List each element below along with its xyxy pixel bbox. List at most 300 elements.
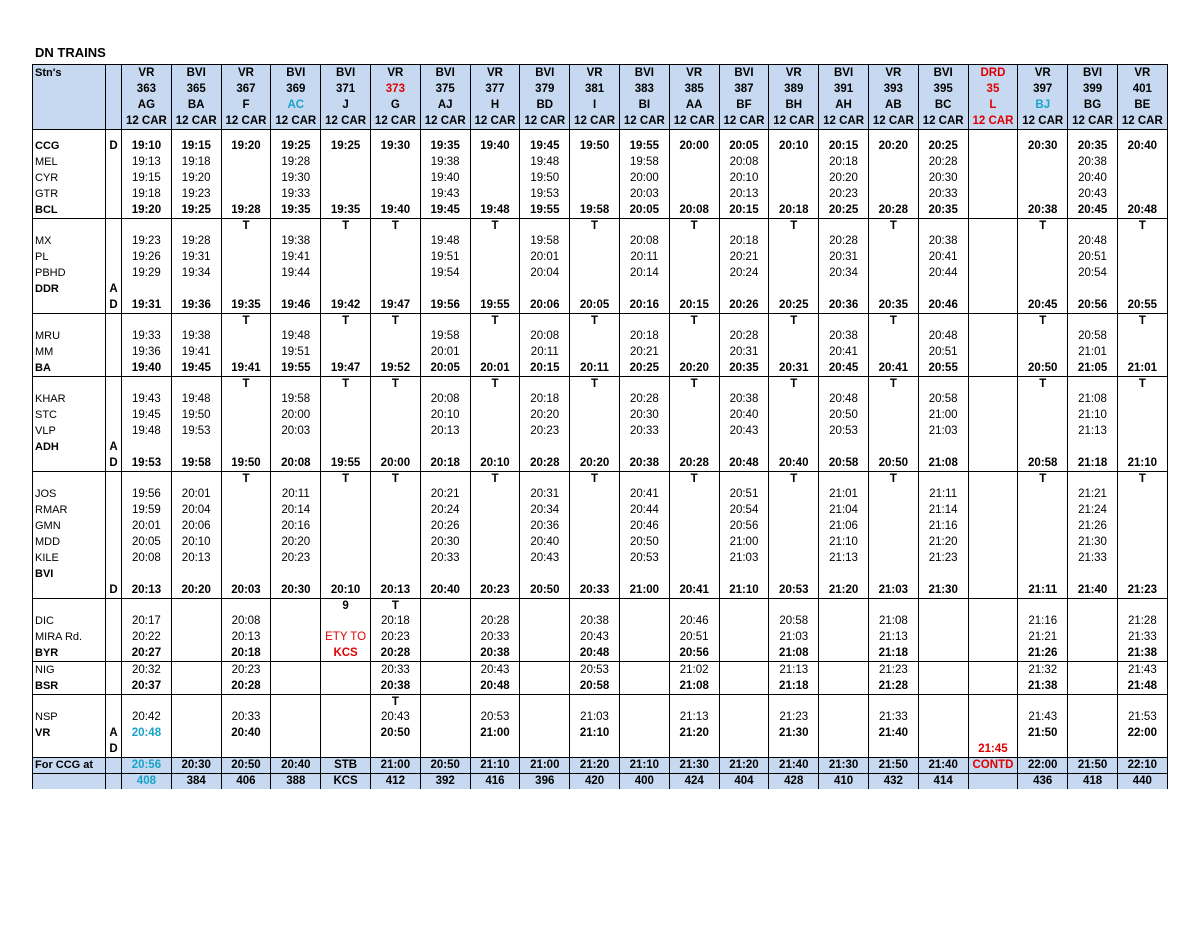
station-row: [33, 518, 1168, 534]
time-cell: 20:25: [769, 297, 819, 314]
time-cell: [321, 265, 371, 281]
time-cell: [370, 566, 420, 582]
through-marker: [221, 695, 271, 710]
time-cell: [968, 502, 1018, 518]
time-cell: [968, 709, 1018, 725]
time-cell: 19:40: [370, 202, 420, 219]
time-cell: [1018, 344, 1068, 360]
time-cell: [819, 645, 869, 662]
time-cell: 20:06: [171, 518, 221, 534]
time-cell: [520, 725, 570, 741]
time-cell: [1117, 344, 1167, 360]
train-cars: 12 CAR: [623, 115, 665, 127]
time-cell: [570, 741, 620, 758]
station-name: [33, 695, 106, 710]
time-cell: [271, 725, 321, 741]
time-cell: [420, 629, 470, 645]
time-cell: [420, 741, 470, 758]
through-marker: [221, 599, 271, 614]
arr-dep: [106, 758, 122, 774]
time-cell: 21:10: [570, 725, 620, 741]
time-cell: [570, 186, 620, 202]
time-cell: [420, 613, 470, 629]
time-cell: [470, 328, 520, 344]
time-cell: 21:03: [918, 423, 968, 439]
time-cell: [918, 709, 968, 725]
through-marker: [719, 314, 769, 329]
time-cell: 19:33: [122, 328, 172, 344]
through-marker: T: [321, 219, 371, 234]
time-cell: 21:10: [819, 534, 869, 550]
train-type: BVI: [435, 67, 455, 79]
time-cell: [321, 486, 371, 502]
time-cell: [321, 534, 371, 550]
through-marker: T: [470, 377, 520, 392]
time-cell: [470, 281, 520, 297]
time-cell: [321, 439, 371, 455]
station-name: MX: [33, 233, 106, 249]
through-marker: T: [470, 219, 520, 234]
footer-number: 388: [271, 774, 321, 790]
time-cell: 20:05: [619, 202, 669, 219]
footer-label: [33, 774, 106, 790]
time-cell: [619, 613, 669, 629]
through-marker: T: [1018, 219, 1068, 234]
time-cell: 20:03: [619, 186, 669, 202]
time-cell: 19:48: [520, 154, 570, 170]
time-cell: 20:20: [868, 138, 918, 154]
time-cell: [1068, 566, 1118, 582]
time-cell: 20:24: [719, 265, 769, 281]
train-header: [1068, 65, 1118, 130]
time-cell: [868, 439, 918, 455]
time-cell: [968, 138, 1018, 154]
spacer-cell: [819, 130, 869, 139]
through-marker: [122, 695, 172, 710]
time-cell: KCS: [321, 645, 371, 662]
time-cell: [719, 709, 769, 725]
time-cell: 20:25: [819, 202, 869, 219]
time-cell: 20:41: [918, 249, 968, 265]
time-cell: 20:27: [122, 645, 172, 662]
spacer-cell: [520, 130, 570, 139]
time-cell: 20:00: [619, 170, 669, 186]
train-code: BC: [934, 99, 952, 111]
time-cell: [470, 186, 520, 202]
through-marker: [968, 377, 1018, 392]
time-cell: [221, 566, 271, 582]
time-cell: 21:13: [769, 662, 819, 679]
time-cell: 21:20: [669, 725, 719, 741]
time-cell: 20:18: [221, 645, 271, 662]
time-cell: [1068, 613, 1118, 629]
time-cell: [669, 741, 719, 758]
time-cell: [221, 550, 271, 566]
time-cell: 19:35: [271, 202, 321, 219]
station-row: [33, 566, 1168, 582]
time-cell: 20:25: [619, 360, 669, 377]
time-cell: 19:35: [420, 138, 470, 154]
arr-dep: [106, 566, 122, 582]
time-cell: [1117, 154, 1167, 170]
time-cell: 20:37: [122, 678, 172, 695]
time-cell: [570, 502, 620, 518]
time-cell: [968, 582, 1018, 599]
time-cell: [719, 678, 769, 695]
station-name: GTR: [33, 186, 106, 202]
time-cell: 20:04: [171, 502, 221, 518]
time-cell: 19:38: [271, 233, 321, 249]
time-cell: 19:31: [122, 297, 172, 314]
time-cell: 20:08: [271, 455, 321, 472]
train-number: 369: [286, 83, 306, 95]
station-row: [33, 629, 1168, 645]
through-marker: [271, 377, 321, 392]
train-number: 367: [236, 83, 256, 95]
station-name: STC: [33, 407, 106, 423]
time-cell: 20:33: [570, 582, 620, 599]
time-cell: [1068, 709, 1118, 725]
time-cell: [570, 233, 620, 249]
time-cell: 21:32: [1018, 662, 1068, 679]
time-cell: 19:45: [520, 138, 570, 154]
time-cell: 21:16: [918, 518, 968, 534]
arr-dep: [106, 186, 122, 202]
time-cell: [420, 662, 470, 679]
train-header: [570, 65, 620, 130]
train-header: [420, 65, 470, 130]
time-cell: [570, 249, 620, 265]
footer-number: 420: [570, 774, 620, 790]
arr-dep: [106, 423, 122, 439]
time-cell: 19:43: [122, 391, 172, 407]
footer-time: 20:56: [122, 758, 172, 774]
time-cell: 20:36: [819, 297, 869, 314]
station-row: [33, 423, 1168, 439]
time-cell: 20:28: [669, 455, 719, 472]
through-marker: [1068, 314, 1118, 329]
time-cell: [221, 249, 271, 265]
time-cell: 21:43: [1018, 709, 1068, 725]
time-cell: [570, 550, 620, 566]
time-cell: 19:51: [420, 249, 470, 265]
through-marker: [968, 599, 1018, 614]
time-cell: [1068, 645, 1118, 662]
time-cell: [918, 613, 968, 629]
time-cell: [819, 662, 869, 679]
train-code: AG: [137, 99, 156, 111]
through-marker: [122, 472, 172, 487]
through-marker: [271, 695, 321, 710]
time-cell: 20:50: [370, 725, 420, 741]
time-cell: 19:51: [271, 344, 321, 360]
time-cell: [968, 725, 1018, 741]
time-cell: [122, 566, 172, 582]
time-cell: [719, 741, 769, 758]
time-cell: [868, 486, 918, 502]
arr-dep: [106, 645, 122, 662]
station-name: KHAR: [33, 391, 106, 407]
arr-dep: [106, 344, 122, 360]
time-cell: 20:58: [769, 613, 819, 629]
station-row: [33, 613, 1168, 629]
time-cell: 21:40: [1068, 582, 1118, 599]
train-number: 365: [186, 83, 206, 95]
time-cell: [370, 186, 420, 202]
time-cell: 20:41: [669, 582, 719, 599]
train-code: BH: [785, 99, 803, 111]
time-cell: 20:31: [719, 344, 769, 360]
time-cell: 20:28: [719, 328, 769, 344]
time-cell: [420, 645, 470, 662]
time-cell: 19:53: [171, 423, 221, 439]
station-name: VR: [33, 725, 106, 741]
time-cell: 20:00: [370, 455, 420, 472]
time-cell: [321, 518, 371, 534]
through-marker: [171, 314, 221, 329]
time-cell: 19:28: [271, 154, 321, 170]
station-row: [33, 265, 1168, 281]
time-cell: [819, 741, 869, 758]
time-cell: [321, 344, 371, 360]
spacer-row: [33, 130, 1168, 139]
time-cell: 19:23: [122, 233, 172, 249]
train-type: BVI: [535, 67, 555, 79]
time-cell: [1018, 518, 1068, 534]
arr-dep: [106, 709, 122, 725]
station-row: [33, 360, 1168, 377]
time-cell: 21:13: [868, 629, 918, 645]
time-cell: [669, 391, 719, 407]
time-cell: 20:48: [719, 455, 769, 472]
time-cell: [1018, 407, 1068, 423]
train-cars: 12 CAR: [175, 115, 217, 127]
time-cell: [719, 566, 769, 582]
station-name: RMAR: [33, 502, 106, 518]
station-name: PL: [33, 249, 106, 265]
train-header: [769, 65, 819, 130]
time-cell: 20:46: [619, 518, 669, 534]
through-marker: T: [868, 377, 918, 392]
through-marker: [271, 472, 321, 487]
time-cell: 20:25: [918, 138, 968, 154]
time-cell: 20:08: [420, 391, 470, 407]
station-name: MIRA Rd.: [33, 629, 106, 645]
time-cell: 19:46: [271, 297, 321, 314]
time-cell: [1068, 678, 1118, 695]
time-cell: [321, 613, 371, 629]
through-marker: T: [868, 314, 918, 329]
time-cell: 19:15: [171, 138, 221, 154]
time-cell: 20:23: [221, 662, 271, 679]
time-cell: 19:25: [171, 202, 221, 219]
time-cell: 21:48: [1117, 678, 1167, 695]
train-cars: 12 CAR: [723, 115, 765, 127]
arr-dep: D: [106, 455, 122, 472]
time-cell: [968, 629, 1018, 645]
through-marker: [918, 599, 968, 614]
spacer-cell: [868, 130, 918, 139]
time-cell: [570, 281, 620, 297]
time-cell: [370, 328, 420, 344]
time-cell: 20:13: [122, 582, 172, 599]
time-cell: [370, 550, 420, 566]
time-cell: 20:41: [619, 486, 669, 502]
time-cell: 19:28: [171, 233, 221, 249]
time-cell: 20:58: [1068, 328, 1118, 344]
time-cell: 19:35: [321, 202, 371, 219]
time-cell: 20:28: [868, 202, 918, 219]
station-row: [33, 662, 1168, 679]
time-cell: [1117, 407, 1167, 423]
time-cell: [221, 154, 271, 170]
through-marker: T: [669, 314, 719, 329]
time-cell: 21:40: [868, 725, 918, 741]
time-cell: 19:25: [321, 138, 371, 154]
through-marker: [420, 472, 470, 487]
time-cell: [221, 486, 271, 502]
spacer-cell: [1117, 130, 1167, 139]
train-number: 395: [933, 83, 953, 95]
time-cell: 20:23: [520, 423, 570, 439]
time-cell: 20:17: [122, 613, 172, 629]
time-cell: 20:00: [669, 138, 719, 154]
time-cell: [669, 407, 719, 423]
time-cell: [1117, 566, 1167, 582]
footer-number: [968, 774, 1018, 790]
time-cell: 20:18: [719, 233, 769, 249]
station-row: [33, 439, 1168, 455]
time-cell: 21:01: [819, 486, 869, 502]
train-cars: 12 CAR: [474, 115, 516, 127]
through-marker: T: [221, 314, 271, 329]
arr-dep: [106, 360, 122, 377]
through-marker: T: [570, 377, 620, 392]
time-cell: 20:31: [520, 486, 570, 502]
time-cell: [918, 741, 968, 758]
through-marker: T: [769, 377, 819, 392]
time-cell: 19:40: [420, 170, 470, 186]
time-cell: 20:38: [719, 391, 769, 407]
through-marker: [122, 377, 172, 392]
train-cars: 12 CAR: [1022, 115, 1064, 127]
station-name: [33, 377, 106, 392]
train-cars: 12 CAR: [872, 115, 914, 127]
train-code: F: [242, 99, 250, 111]
time-cell: 20:40: [769, 455, 819, 472]
through-marker: [271, 219, 321, 234]
time-cell: 20:16: [271, 518, 321, 534]
time-cell: 20:41: [868, 360, 918, 377]
time-cell: 19:10: [122, 138, 172, 154]
ad-header: [106, 65, 122, 130]
through-marker: [769, 695, 819, 710]
time-cell: 19:48: [420, 233, 470, 249]
through-marker: [819, 219, 869, 234]
time-cell: [420, 439, 470, 455]
time-cell: 20:32: [122, 662, 172, 679]
time-cell: [370, 423, 420, 439]
time-cell: 20:08: [669, 202, 719, 219]
time-cell: 21:30: [918, 582, 968, 599]
train-type: VR: [785, 67, 802, 79]
time-cell: 19:53: [122, 455, 172, 472]
spacer-cell: [370, 130, 420, 139]
time-cell: 20:51: [1068, 249, 1118, 265]
train-cars: 12 CAR: [823, 115, 864, 127]
time-cell: 20:15: [719, 202, 769, 219]
time-cell: [122, 281, 172, 297]
train-header: [1117, 65, 1167, 130]
time-cell: 20:43: [719, 423, 769, 439]
through-marker: [918, 377, 968, 392]
time-cell: [370, 439, 420, 455]
time-cell: 20:15: [520, 360, 570, 377]
time-cell: [122, 741, 172, 758]
time-cell: 19:36: [171, 297, 221, 314]
arr-dep: D: [106, 582, 122, 599]
time-cell: 20:44: [918, 265, 968, 281]
through-marker: [619, 695, 669, 710]
train-type: BVI: [833, 67, 854, 79]
through-marker: T: [221, 472, 271, 487]
time-cell: [918, 725, 968, 741]
time-cell: [968, 281, 1018, 297]
through-row: [33, 472, 1168, 487]
station-row: [33, 582, 1168, 599]
time-cell: [271, 629, 321, 645]
spacer-cell: [669, 130, 719, 139]
time-cell: ETY TO: [321, 629, 371, 645]
time-cell: 20:43: [370, 709, 420, 725]
through-marker: T: [470, 472, 520, 487]
time-cell: [719, 439, 769, 455]
time-cell: [968, 423, 1018, 439]
time-cell: 20:31: [769, 360, 819, 377]
time-cell: 20:45: [1018, 297, 1068, 314]
time-cell: 21:16: [1018, 613, 1068, 629]
station-row: [33, 678, 1168, 695]
station-row: [33, 725, 1168, 741]
footer-time: 21:00: [370, 758, 420, 774]
arr-dep: [106, 377, 122, 392]
time-cell: [719, 613, 769, 629]
spacer-cell: [769, 130, 819, 139]
time-cell: [470, 534, 520, 550]
train-header: [619, 65, 669, 130]
time-cell: 20:50: [520, 582, 570, 599]
train-number: 383: [634, 83, 654, 95]
station-row: [33, 170, 1168, 186]
through-marker: [321, 695, 371, 710]
time-cell: 20:40: [520, 534, 570, 550]
through-marker: [1068, 377, 1118, 392]
arr-dep: A: [106, 281, 122, 297]
time-cell: [370, 534, 420, 550]
time-cell: [520, 629, 570, 645]
time-cell: 19:50: [520, 170, 570, 186]
train-type: BVI: [634, 67, 654, 79]
arr-dep: [106, 534, 122, 550]
through-marker: [520, 472, 570, 487]
time-cell: 20:26: [719, 297, 769, 314]
through-marker: [719, 695, 769, 710]
through-marker: [271, 599, 321, 614]
time-cell: [171, 613, 221, 629]
through-marker: [918, 472, 968, 487]
train-header: [520, 65, 570, 130]
time-cell: 20:55: [1117, 297, 1167, 314]
